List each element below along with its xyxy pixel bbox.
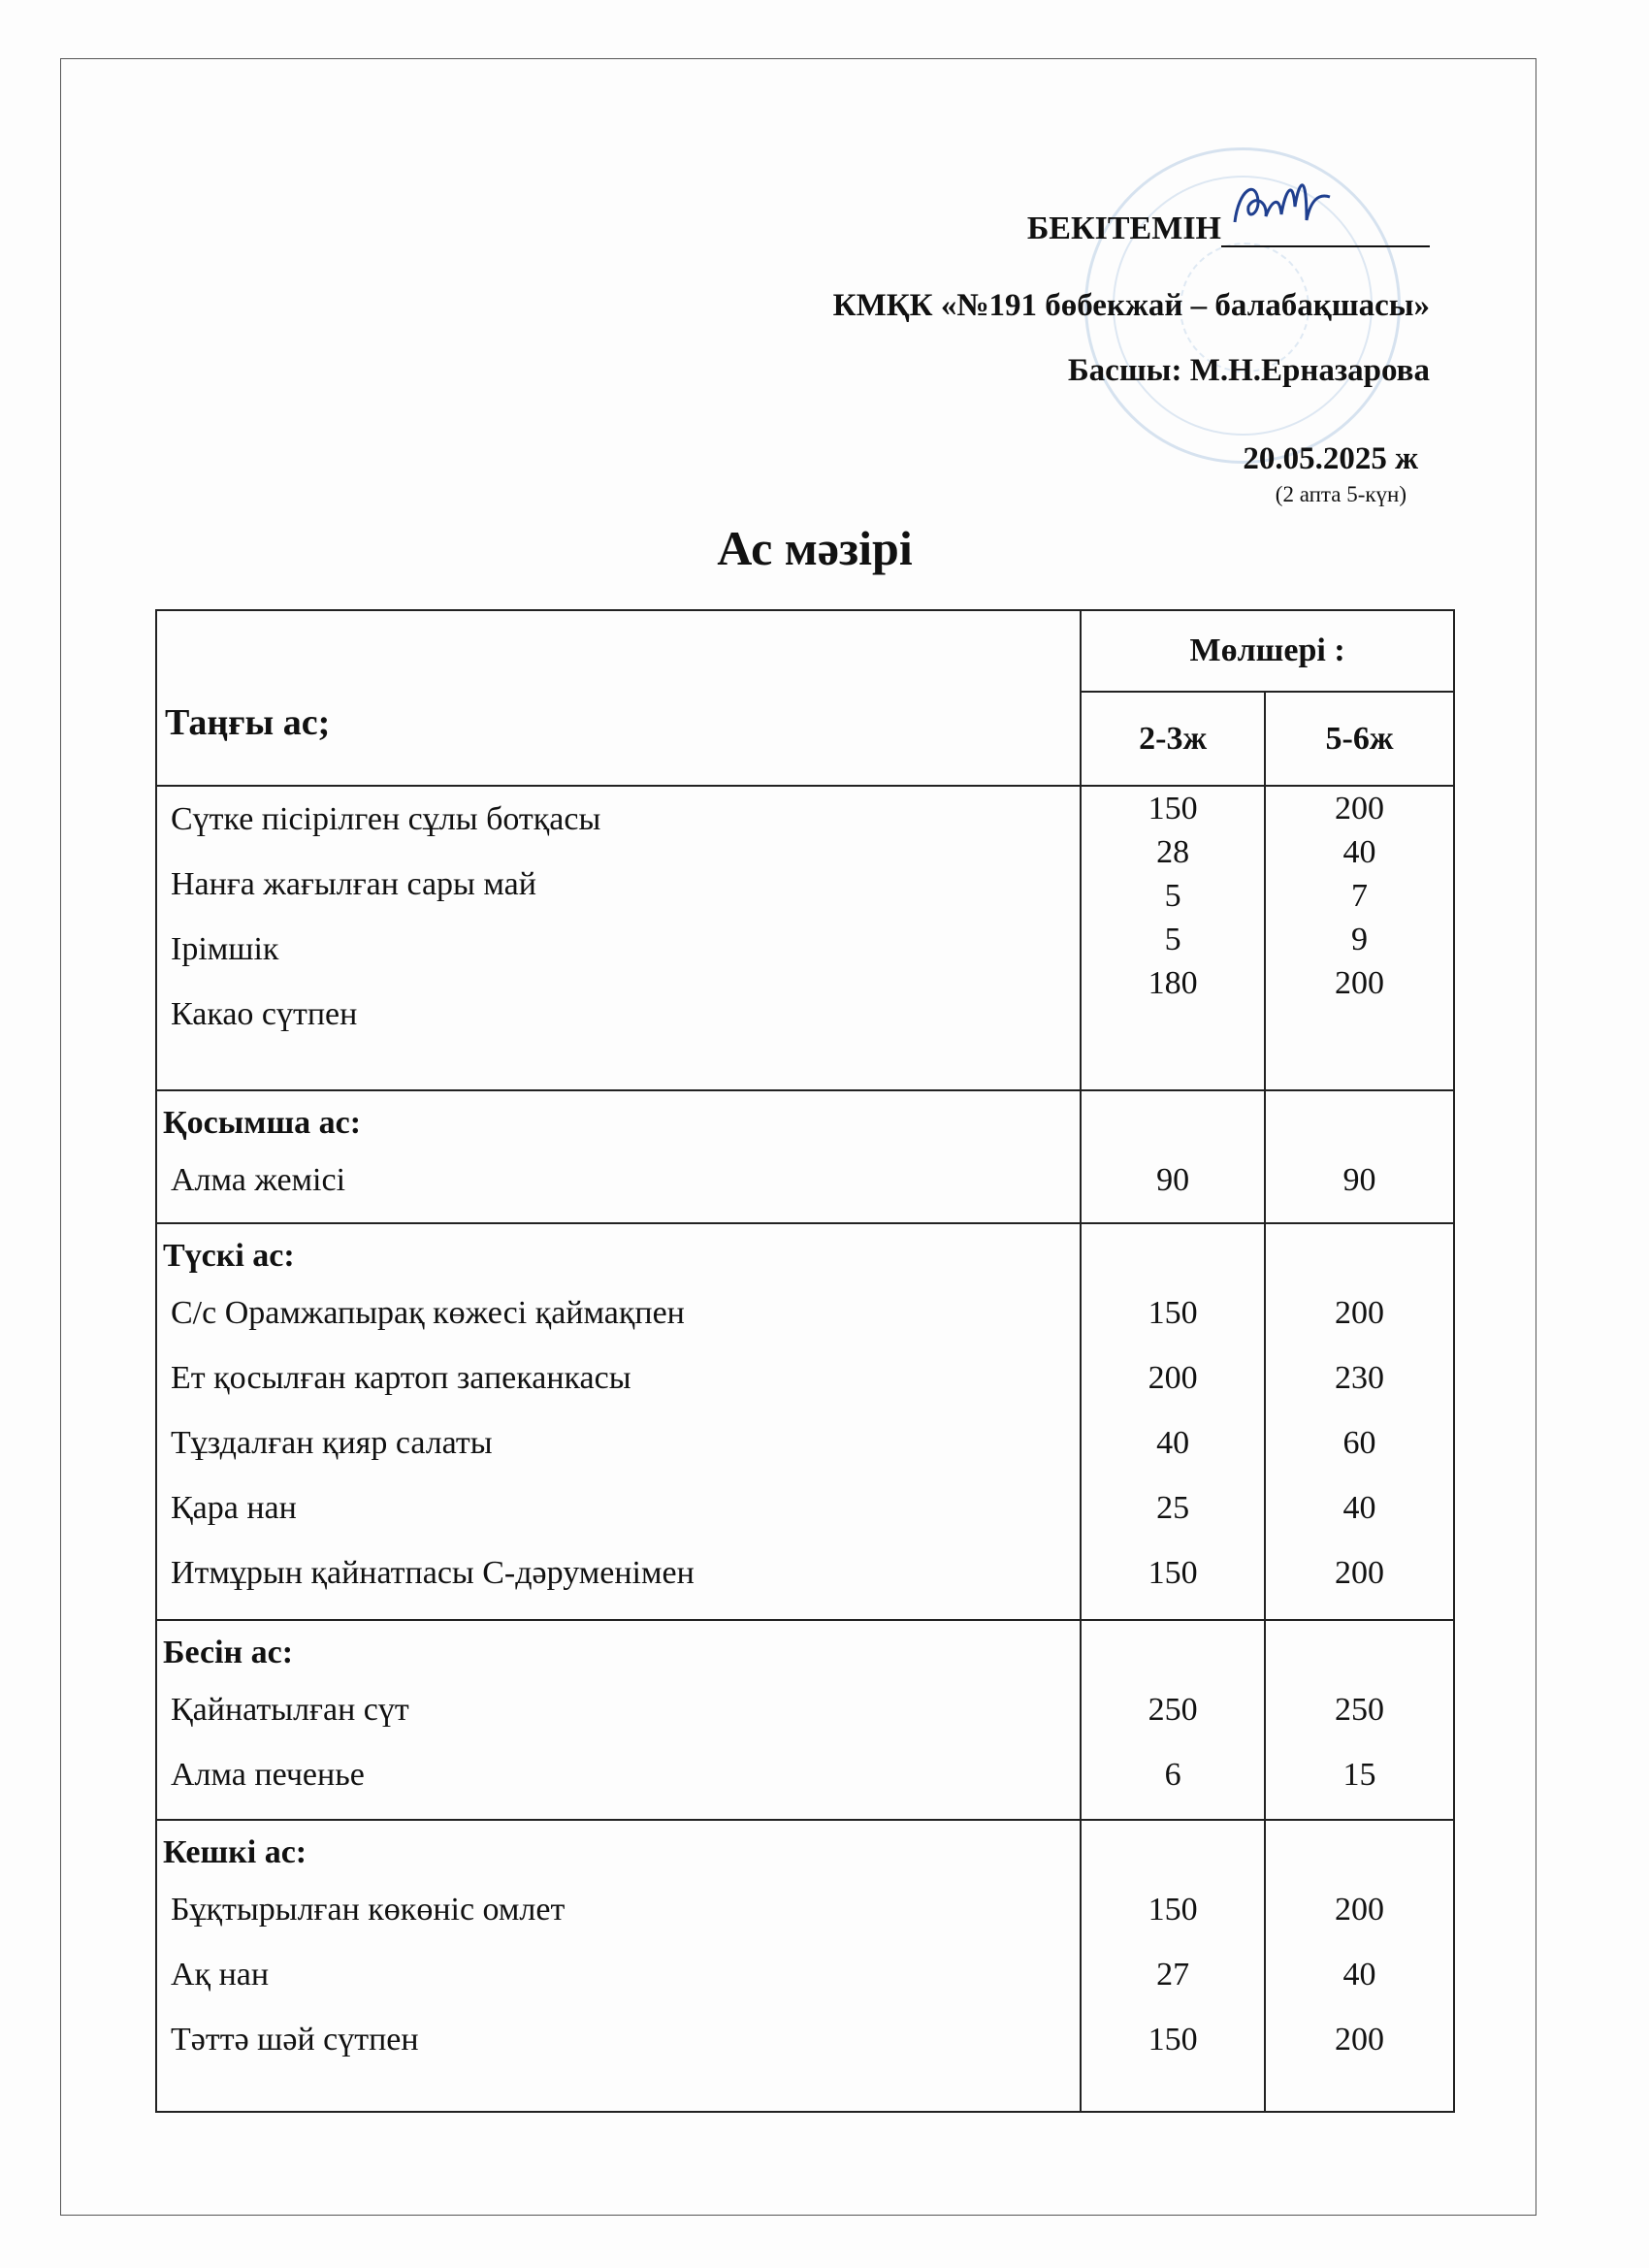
qty-value: 200 [1335,791,1385,826]
menu-table [155,609,1455,2113]
quantity-label: Мөлшері : [1081,610,1454,692]
lunch-title: Түскі ас: [163,1238,295,1274]
list-item: Алма печенье [171,1757,365,1793]
lunch-items [156,1223,1081,1620]
lunch-section [156,1223,1454,1620]
list-item: Қайнатылған сүт [171,1692,409,1728]
age-column-5-6: 5-6ж [1265,692,1454,786]
qty-value: 200 [1335,1295,1385,1331]
qty-value: 27 [1156,1957,1190,1993]
qty-value: 90 [1342,1162,1376,1198]
qty-value: 25 [1156,1490,1190,1526]
qty-value: 15 [1342,1757,1376,1793]
dinner-qty-2-3 [1081,1820,1265,2112]
breakfast-qty-2-3 [1081,786,1265,1090]
afternoon-qty-5-6 [1265,1620,1454,1820]
qty-value: 150 [1148,1555,1198,1591]
qty-value: 200 [1335,2022,1385,2057]
qty-value: 6 [1164,1757,1181,1793]
qty-value: 180 [1148,965,1198,1001]
lunch-qty-2-3 [1081,1223,1265,1620]
breakfast-items [156,786,1081,1090]
qty-value: 150 [1148,2022,1198,2057]
organization-name: КМҚК «№191 бөбекжай – балабақшасы» [832,288,1430,323]
qty-value: 5 [1164,922,1181,957]
breakfast-section [156,786,1454,1090]
age-column-2-3: 2-3ж [1081,692,1265,786]
afternoon-items [156,1620,1081,1820]
dinner-section [156,1820,1454,2112]
qty-value: 200 [1148,1360,1198,1396]
qty-value: 90 [1156,1162,1190,1198]
list-item: С/с Орамжапырақ көжесі қаймақпен [171,1295,685,1331]
approval-line [1027,199,1430,247]
qty-value: 40 [1156,1425,1190,1461]
week-day: (2 апта 5-күн) [1275,482,1406,506]
list-item: Алма жемісі [171,1162,346,1198]
list-item: Ақ нан [171,1957,270,1993]
qty-value: 150 [1148,1892,1198,1928]
snack-qty-2-3 [1081,1090,1265,1223]
qty-value: 40 [1342,834,1376,870]
qty-value: 40 [1342,1957,1376,1993]
qty-value: 250 [1335,1692,1385,1728]
snack-qty-5-6 [1265,1090,1454,1223]
afternoon-qty-2-3 [1081,1620,1265,1820]
qty-value: 28 [1156,834,1190,870]
list-item: Ірімшік [171,931,279,967]
dinner-qty-5-6 [1265,1820,1454,2112]
list-item: Қара нан [171,1490,297,1526]
dinner-items [156,1820,1081,2112]
list-item: Бұқтырылған көкөніс омлет [171,1892,566,1928]
qty-value: 40 [1342,1490,1376,1526]
list-item: Тұздалған қияр салаты [171,1425,493,1461]
breakfast-title: Таңғы ас; [156,610,1081,786]
dinner-title: Кешкі ас: [163,1834,307,1870]
breakfast-qty-5-6 [1265,786,1454,1090]
page-title: Ас мәзірі [717,521,913,575]
list-item: Ет қосылған картоп запеканкасы [171,1360,631,1396]
list-item: Сүтке пісірілген сұлы ботқасы [171,801,601,837]
afternoon-title: Бесін ас: [163,1635,294,1670]
approve-label: БЕКІТЕМІН [1026,211,1221,246]
qty-value: 5 [1164,878,1181,914]
qty-value: 200 [1335,965,1385,1001]
lunch-qty-5-6 [1265,1223,1454,1620]
head-name: Басшы: М.Н.Ерназарова [1067,353,1430,388]
menu-date: 20.05.2025 ж [1243,441,1418,476]
list-item: Итмұрын қайнатпасы С-дәруменімен [171,1555,695,1591]
snack-section [156,1090,1454,1223]
snack-items [156,1090,1081,1223]
list-item: Нанға жағылған сары май [171,866,536,902]
qty-value: 250 [1148,1692,1198,1728]
list-item: Тәттә шәй сүтпен [171,2022,419,2057]
qty-value: 200 [1335,1555,1385,1591]
qty-value: 9 [1351,922,1369,957]
table-header-row [156,610,1454,692]
afternoon-section [156,1620,1454,1820]
qty-value: 230 [1335,1360,1385,1396]
qty-value: 60 [1342,1425,1376,1461]
list-item: Какао сүтпен [171,996,358,1032]
qty-value: 150 [1148,1295,1198,1331]
qty-value: 7 [1351,878,1369,914]
qty-value: 200 [1335,1892,1385,1928]
qty-value: 150 [1148,791,1198,826]
signature [1221,199,1430,247]
snack-title: Қосымша ас: [163,1105,362,1141]
